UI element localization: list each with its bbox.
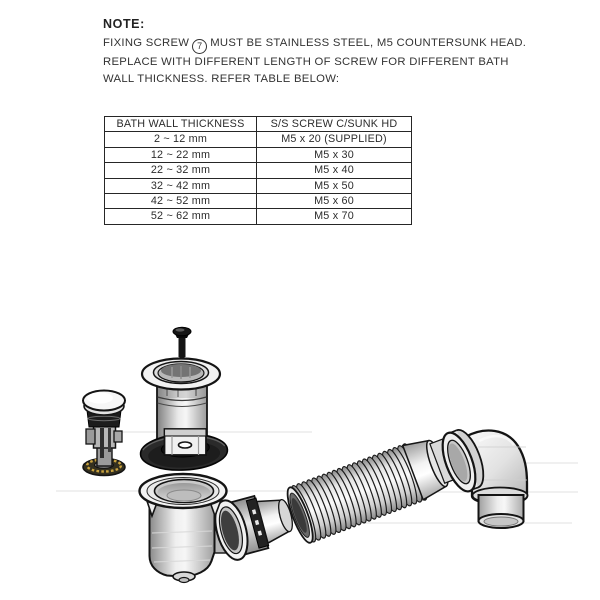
cell-thickness: 52 ~ 62 mm [105, 209, 257, 224]
table-row [105, 163, 412, 178]
note-line-1-post: MUST BE STAINLESS STEEL, M5 COUNTERSUNK HEAD. [210, 37, 527, 49]
header-ss-screw: S/S SCREW C/SUNK HD [257, 117, 412, 132]
overflow-assembly [140, 327, 229, 472]
header-bath-wall-thickness: BATH WALL THICKNESS [105, 117, 257, 132]
screw-size-table [104, 116, 412, 225]
fixing-screw [173, 327, 191, 361]
cell-thickness: 22 ~ 32 mm [105, 163, 257, 178]
note-line-3: WALL THICKNESS. REFER TABLE BELOW: [103, 72, 340, 85]
table-header-row [105, 117, 412, 132]
clamp-bracket [165, 429, 207, 455]
note-heading: NOTE: [103, 17, 145, 31]
cell-thickness: 32 ~ 42 mm [105, 178, 257, 193]
cell-screw: M5 x 20 (SUPPLIED) [257, 132, 412, 147]
exploded-view-diagram [0, 300, 600, 600]
table-row [105, 178, 412, 193]
pop-up-plug [83, 391, 125, 476]
table-row [105, 209, 412, 224]
note-block [103, 17, 526, 88]
table-row [105, 132, 412, 147]
note-line-1 [103, 35, 526, 54]
cell-screw: M5 x 40 [257, 163, 412, 178]
table-row [105, 194, 412, 209]
note-line-2: REPLACE WITH DIFFERENT LENGTH OF SCREW FOR DIFFERENT BATH [103, 55, 509, 68]
cell-screw: M5 x 60 [257, 194, 412, 209]
waste-flange [140, 474, 227, 508]
cell-screw: M5 x 70 [257, 209, 412, 224]
waste-outlet-body [140, 474, 299, 583]
cell-thickness: 12 ~ 22 mm [105, 147, 257, 162]
cell-thickness: 42 ~ 52 mm [105, 194, 257, 209]
overflow-flange [142, 359, 220, 441]
circled-7-icon: 7 [192, 39, 207, 54]
cell-screw: M5 x 50 [257, 178, 412, 193]
note-line-1-pre: FIXING SCREW [103, 37, 190, 49]
table-row [105, 147, 412, 162]
waste-cup [150, 498, 215, 577]
cell-screw: M5 x 30 [257, 147, 412, 162]
cell-thickness: 2 ~ 12 mm [105, 132, 257, 147]
